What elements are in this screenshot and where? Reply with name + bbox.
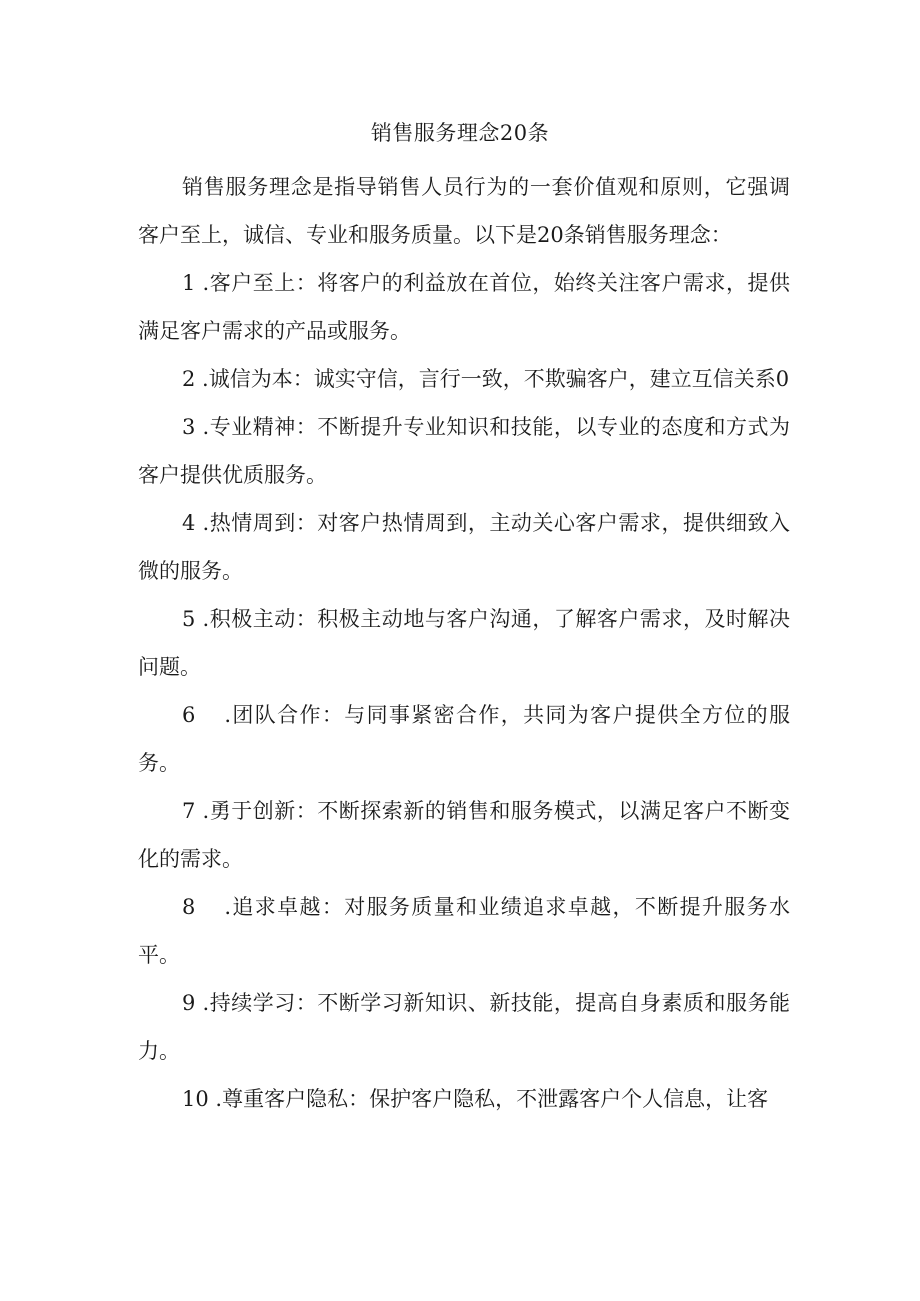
intro-paragraph: 销售服务理念是指导销售人员行为的一套价值观和原则，它强调客户至上，诚信、专业和服务质量。以下是20条销售服务理念： (138, 175, 790, 247)
list-item: 2 .诚信为本：诚实守信，言行一致，不欺骗客户，建立互信关系0 (182, 367, 790, 391)
document-body (138, 163, 790, 1123)
list-item: 9 .持续学习：不断学习新知识、新技能，提高自身素质和服务能力。 (138, 991, 790, 1063)
list-item: 3 .专业精神：不断提升专业知识和技能，以专业的态度和方式为客户提供优质服务。 (138, 415, 790, 487)
document-title: 销售服务理念20条 (370, 121, 550, 145)
list-item: 4 .热情周到：对客户热情周到，主动关心客户需求，提供细致入微的服务。 (138, 511, 790, 583)
list-item: 7 .勇于创新：不断探索新的销售和服务模式，以满足客户不断变化的需求。 (138, 799, 790, 871)
list-item: 6 .团队合作：与同事紧密合作，共同为客户提供全方位的服务。 (138, 703, 790, 775)
list-item: 5 .积极主动：积极主动地与客户沟通，了解客户需求，及时解决问题。 (138, 607, 790, 679)
list-item: 1 .客户至上：将客户的利益放在首位，始终关注客户需求，提供满足客户需求的产品或服务。 (138, 271, 790, 343)
list-item: 10 .尊重客户隐私：保护客户隐私，不泄露客户个人信息，让客 (182, 1087, 769, 1111)
list-item: 8 .追求卓越：对服务质量和业绩追求卓越，不断提升服务水平。 (138, 895, 790, 967)
